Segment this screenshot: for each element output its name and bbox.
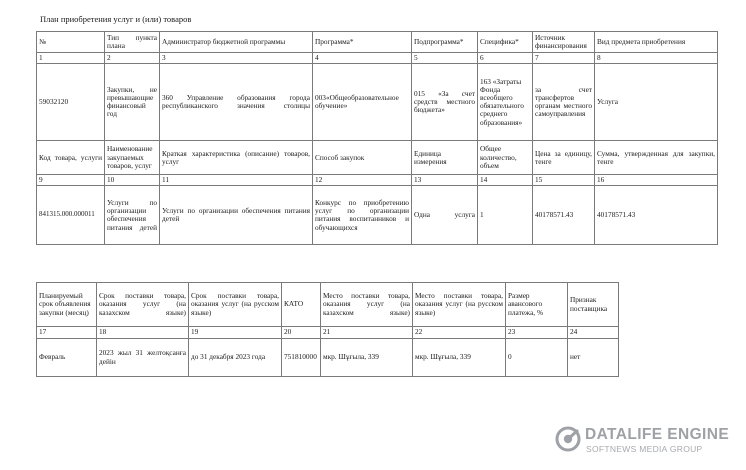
index-cell: 3	[160, 53, 313, 64]
data-cell: Услуги по организации обеспечения питания детей	[105, 186, 160, 245]
index-cell: 9	[37, 175, 105, 186]
index-cell: 22	[413, 327, 506, 339]
data-cell: 360 Управление образования города республиканского значения столицы	[160, 64, 313, 141]
procurement-table-delivery	[36, 282, 619, 377]
table-header-row	[37, 283, 619, 327]
header-cell: Планируемый срок объявления закупки (месяц)	[37, 283, 97, 327]
index-row	[37, 327, 619, 339]
data-cell: мкр. Шұғыла, 339	[413, 339, 506, 377]
data-cell: Услуга	[595, 64, 718, 141]
header-cell: Администратор бюджетной программы	[160, 32, 313, 53]
header-cell: №	[37, 32, 105, 53]
header-cell: Цена за единицу, тенге	[533, 141, 595, 175]
data-cell: 0	[506, 339, 568, 377]
index-cell: 7	[533, 53, 595, 64]
header-cell: Тип пункта плана	[105, 32, 160, 53]
header-cell: Сумма, утвержденная для закупки, тенге	[595, 141, 718, 175]
document-title: План приобретения услуг и (или) товаров	[40, 14, 192, 24]
index-cell: 12	[313, 175, 412, 186]
data-cell: Одна услуга	[412, 186, 478, 245]
index-cell: 23	[506, 327, 568, 339]
header-cell: Место поставки товара, оказания услуг (на казахском языке)	[321, 283, 413, 327]
index-cell: 15	[533, 175, 595, 186]
data-cell: Конкурс по приобретению услуг по организации питания воспитанников и обучающихся	[313, 186, 412, 245]
header-cell: Общее количество, объем	[478, 141, 533, 175]
data-cell: до 31 декабря 2023 года	[189, 339, 282, 377]
datalife-watermark	[555, 424, 735, 460]
header-cell: Способ закупок	[313, 141, 412, 175]
header-cell: Место поставки товара, оказания услуг (на русском языке)	[413, 283, 506, 327]
table-row	[37, 339, 619, 377]
data-cell: нет	[568, 339, 619, 377]
index-cell: 20	[282, 327, 321, 339]
procurement-table-main	[36, 31, 718, 245]
header-cell: Наименование закупаемых товаров, услуг	[105, 141, 160, 175]
index-cell: 16	[595, 175, 718, 186]
watermark-subtitle: SOFTNEWS MEDIA GROUP	[586, 444, 703, 454]
data-cell: мкр. Шұғыла, 339	[321, 339, 413, 377]
header-cell: Подпрограмма*	[412, 32, 478, 53]
data-cell: за счет трансфертов органам местного самоуправления	[533, 64, 595, 141]
index-cell: 10	[105, 175, 160, 186]
index-row	[37, 53, 718, 64]
header-cell: Код товара, услуги	[37, 141, 105, 175]
data-cell: 40178571.43	[533, 186, 595, 245]
table-header-row	[37, 141, 718, 175]
header-cell: Размер авансового платежа, %	[506, 283, 568, 327]
header-cell: Срок поставки товара, оказания услуг (на русском языке)	[189, 283, 282, 327]
header-cell: Краткая характеристика (описание) товаров, услуг	[160, 141, 313, 175]
data-cell: Февраль	[37, 339, 97, 377]
watermark-title: DATALIFE ENGINE	[585, 426, 730, 443]
table-row	[37, 64, 718, 141]
index-cell: 17	[37, 327, 97, 339]
header-cell: Срок поставки товара, оказания услуг (на казахском языке)	[97, 283, 189, 327]
data-cell: 003«Общеобразовательное обучение»	[313, 64, 412, 141]
header-cell: Признак поставщика	[568, 283, 619, 327]
index-cell: 11	[160, 175, 313, 186]
header-cell: Программа*	[313, 32, 412, 53]
index-cell: 1	[37, 53, 105, 64]
data-cell: 2023 жыл 31 желтоқсанға дейін	[97, 339, 189, 377]
index-cell: 8	[595, 53, 718, 64]
data-cell: 015 «За счет средств местного бюджета»	[412, 64, 478, 141]
data-cell: 40178571.43	[595, 186, 718, 245]
data-cell: 751810000	[282, 339, 321, 377]
index-cell: 6	[478, 53, 533, 64]
data-cell: 59032120	[37, 64, 105, 141]
data-cell: Услуги по организации обеспечения питания детей	[160, 186, 313, 245]
index-cell: 14	[478, 175, 533, 186]
header-cell: Специфика*	[478, 32, 533, 53]
data-cell: 1	[478, 186, 533, 245]
index-cell: 4	[313, 53, 412, 64]
index-cell: 19	[189, 327, 282, 339]
index-cell: 5	[412, 53, 478, 64]
header-cell: Источник финансирования	[533, 32, 595, 53]
header-cell: Единица измерения	[412, 141, 478, 175]
table-header-row	[37, 32, 718, 53]
index-cell: 24	[568, 327, 619, 339]
header-cell: КАТО	[282, 283, 321, 327]
data-cell: 841315.000.000011	[37, 186, 105, 245]
data-cell: 163 «Затраты Фонда всеобщего обязательного среднего образования»	[478, 64, 533, 141]
index-row	[37, 175, 718, 186]
index-cell: 13	[412, 175, 478, 186]
header-cell: Вид предмета приобретения	[595, 32, 718, 53]
index-cell: 18	[97, 327, 189, 339]
datalife-logo-icon	[555, 426, 581, 457]
index-cell: 2	[105, 53, 160, 64]
table-row	[37, 186, 718, 245]
index-cell: 21	[321, 327, 413, 339]
data-cell: Закупки, не превышающие финансовый год	[105, 64, 160, 141]
